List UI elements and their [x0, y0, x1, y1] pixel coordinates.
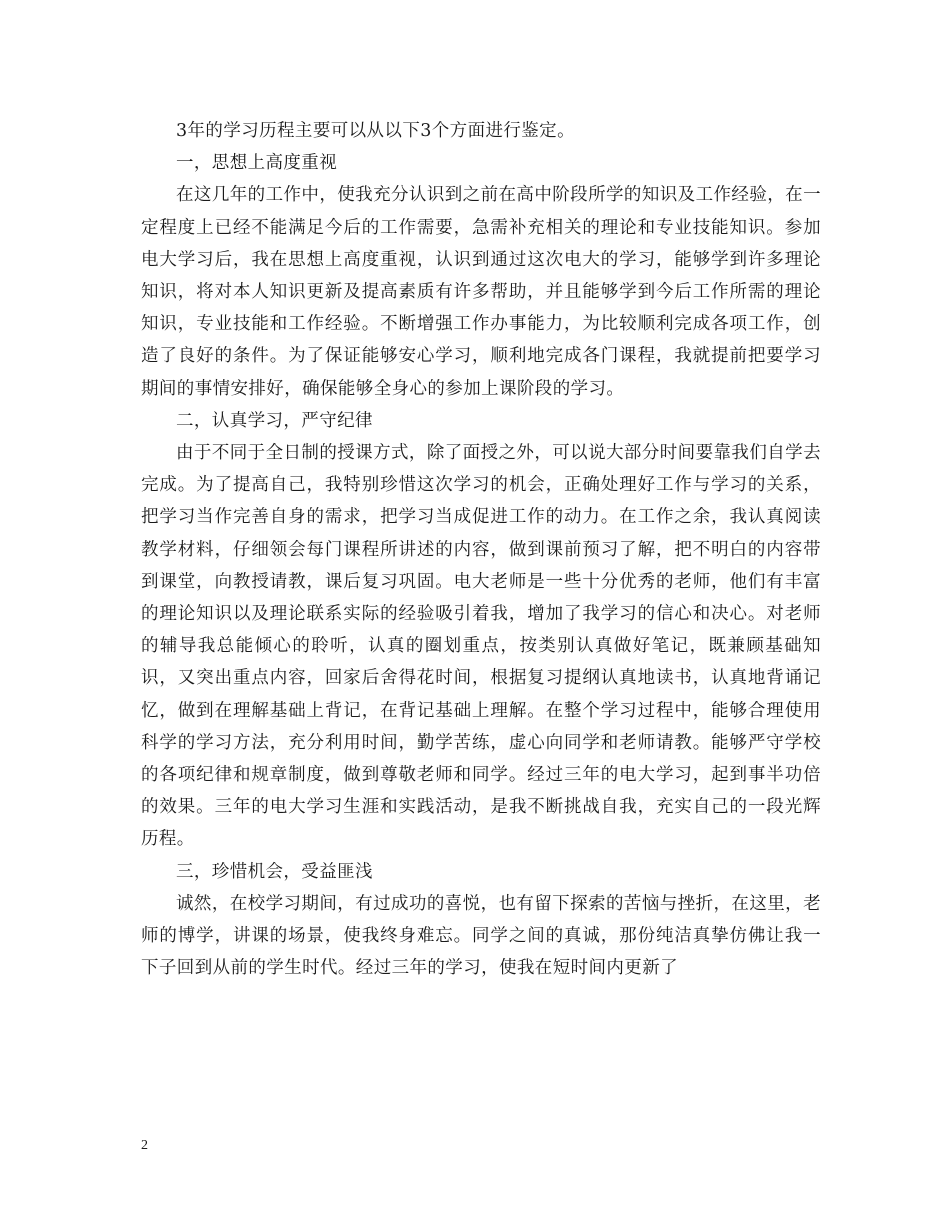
- section-3-paragraph: 诚然，在校学习期间，有过成功的喜悦，也有留下探索的苦恼与挫折，在这里，老师的博学，讲课的场景，使我终身难忘。同学之间的真诚，那份纯洁真挚仿佛让我一下子回到从前的学生时代。经过三年的学习，使我在短时间内更新了: [141, 893, 821, 979]
- section-heading-1: 一，思想上高度重视: [176, 153, 338, 174]
- section-heading-2: 二，认真学习，严守纪律: [176, 410, 373, 431]
- intro-paragraph: 3年的学习历程主要可以从以下3个方面进行鉴定。: [176, 121, 575, 141]
- document-body: [141, 115, 821, 984]
- section-2-paragraph: 由于不同于全日制的授课方式，除了面授之外，可以说大部分时间要靠我们自学去完成。为了提高自己，我特别珍惜这次学习的机会，正确处理好工作与学习的关系，把学习当作完善自身的需求，把学习当成促进工作的动力。在工作之余，我认真阅读教学材料，仔细领会每门课程所讲述的内容，做到课前预习了解，把不明白的内容带到课堂，向教授请教，课后复习巩固。电大老师是一些十分优秀的老师，他们有丰富的理论知识以及理论联系实际的经验吸引着我，增加了我学习的信心和决心。对老师的辅导我总能倾心的聆听，认真的圈划重点，按类别认真做好笔记，既兼顾基础知识，又突出重点内容，回家后舍得花时间，根据复习提纲认真地读书，认真地背诵记忆，做到在理解基础上背记，在背记基础上理解。在整个学习过程中，能够合理使用科学的学习方法，充分利用时间，勤学苦练，虚心向同学和老师请教。能够严守学校的各项纪律和规章制度，做到尊敬老师和同学。经过三年的电大学习，起到事半功倍的效果。三年的电大学习生涯和实践活动，是我不断挑战自我，充实自己的一段光辉历程。: [141, 443, 821, 850]
- section-heading-3: 三，珍惜机会，受益匪浅: [176, 861, 373, 882]
- section-1-paragraph: 在这几年的工作中，使我充分认识到之前在高中阶段所学的知识及工作经验，在一定程度上已经不能满足今后的工作需要，急需补充相关的理论和专业技能知识。参加电大学习后，我在思想上高度重视，认识到通过这次电大的学习，能够学到许多理论知识，将对本人知识更新及提高素质有许多帮助，并且能够学到今后工作所需的理论知识，专业技能和工作经验。不断增强工作办事能力，为比较顺利完成各项工作，创造了良好的条件。为了保证能够安心学习，顺利地完成各门课程，我就提前把要学习期间的事情安排好，确保能够全身心的参加上课阶段的学习。: [141, 185, 821, 399]
- page-number: 2: [141, 1138, 148, 1153]
